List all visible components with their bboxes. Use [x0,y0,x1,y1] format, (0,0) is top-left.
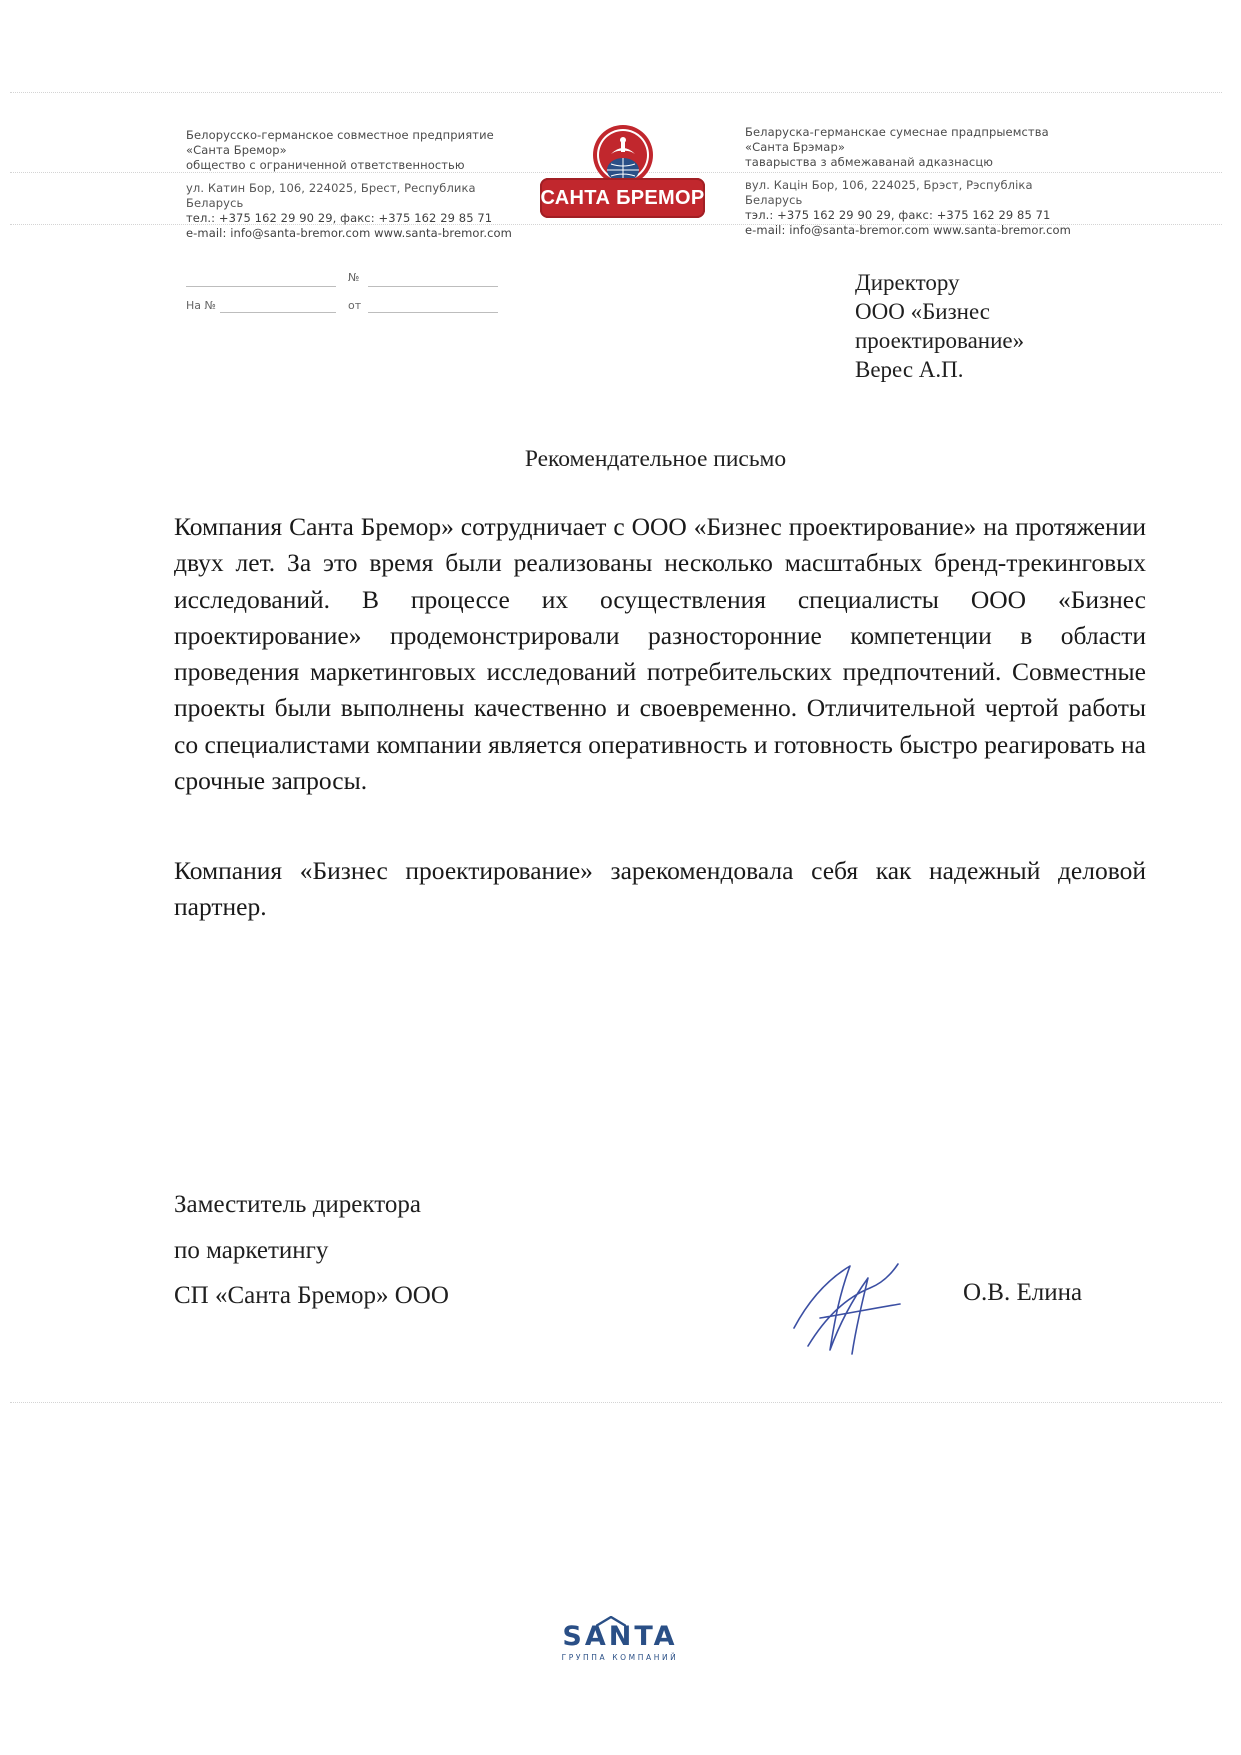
reply-number-label: На № [186,299,216,312]
letterhead-right-line1: Беларуска-германскае сумеснае прадпрыемства [745,125,1049,139]
reply-number-line [220,312,336,313]
addressee-line1: Директору [855,270,960,295]
outgoing-number-line [186,286,336,287]
letterhead-left-email: e-mail: info@santa-bremor.com www.santa-bremor.com [186,226,512,240]
footer-subtitle: ГРУППА КОМПАНИЙ [561,1653,679,1662]
company-logo [540,124,705,224]
number-label: № [348,271,360,284]
date-value-line [368,312,498,313]
letter-paragraph-1: Компания Санта Бремор» сотрудничает с ООО «Бизнес проектирование» на протяжении двух лет. За это время были реализованы несколько масштабных бренд-трекинговых исследований. В процессе их осуществления специалисты ООО «Бизнес проектирование» продемонстрировали разносторонние компетенции в области проведения маркетинговых исследований потребительских предпочтений. Совместные проекты были выполнены качественно и своевременно. Отличительной чертой работы со специалистами компании является оперативность и готовность быстро реагировать на срочные запросы. [174,512,1146,796]
letterhead-right [745,125,1085,238]
letterhead-left [186,128,526,241]
roof-icon [596,1616,626,1626]
globe-emblem-icon [592,124,654,186]
letterhead-left-phone: тел.: +375 162 29 90 29, факс: +375 162 29 85 71 [186,211,493,225]
addressee-line3: проектирование» [855,328,1025,353]
letterhead-right-phone: тэл.: +375 162 29 90 29, факс: +375 162 29 85 71 [745,208,1051,222]
footer-logo [540,1622,700,1662]
letterhead-right-line2: «Санта Брэмар» [745,140,845,154]
letterhead-right-address: вул. Кацін Бор, 106, 224025, Брэст, Рэспубліка Беларусь [745,178,1033,207]
letterhead-left-line3: общество с ограниченной ответственностью [186,158,465,172]
date-label: от [348,299,362,312]
addressee-line2: ООО «Бизнес [855,299,990,324]
footer-brand: SANTA [562,1621,678,1652]
signer-position-line3: СП «Санта Бремор» ООО [174,1282,449,1309]
letterhead-right-email: e-mail: info@santa-bremor.com www.santa-bremor.com [745,223,1071,237]
addressee-line4: Верес А.П. [855,357,964,382]
letterhead-right-line3: таварыства з абмежаванай адказнасцю [745,155,994,169]
letter-paragraph-2: Компания «Бизнес проектирование» зарекомендовала себя как надежный деловой партнер. [174,856,1146,922]
signer-position-line1: Заместитель директора [174,1191,421,1218]
letter-title: Рекомендательное письмо [524,446,787,472]
handwritten-signature [790,1258,910,1358]
signer-position-line2: по маркетингу [174,1237,329,1264]
number-value-line [368,286,498,287]
letterhead-left-line1: Белорусско-германское совместное предприятие [186,128,494,142]
signer-name: О.В. Елина [963,1279,1083,1306]
letterhead-left-line2: «Санта Бремор» [186,143,287,157]
logo-banner: САНТА БРЕМОР [540,178,705,218]
header-top-rule [10,92,1222,93]
addressee-block [855,268,1024,384]
letterhead-left-address: ул. Катин Бор, 106, 224025, Брест, Республика Беларусь [186,181,476,210]
footer-rule [10,1402,1222,1403]
